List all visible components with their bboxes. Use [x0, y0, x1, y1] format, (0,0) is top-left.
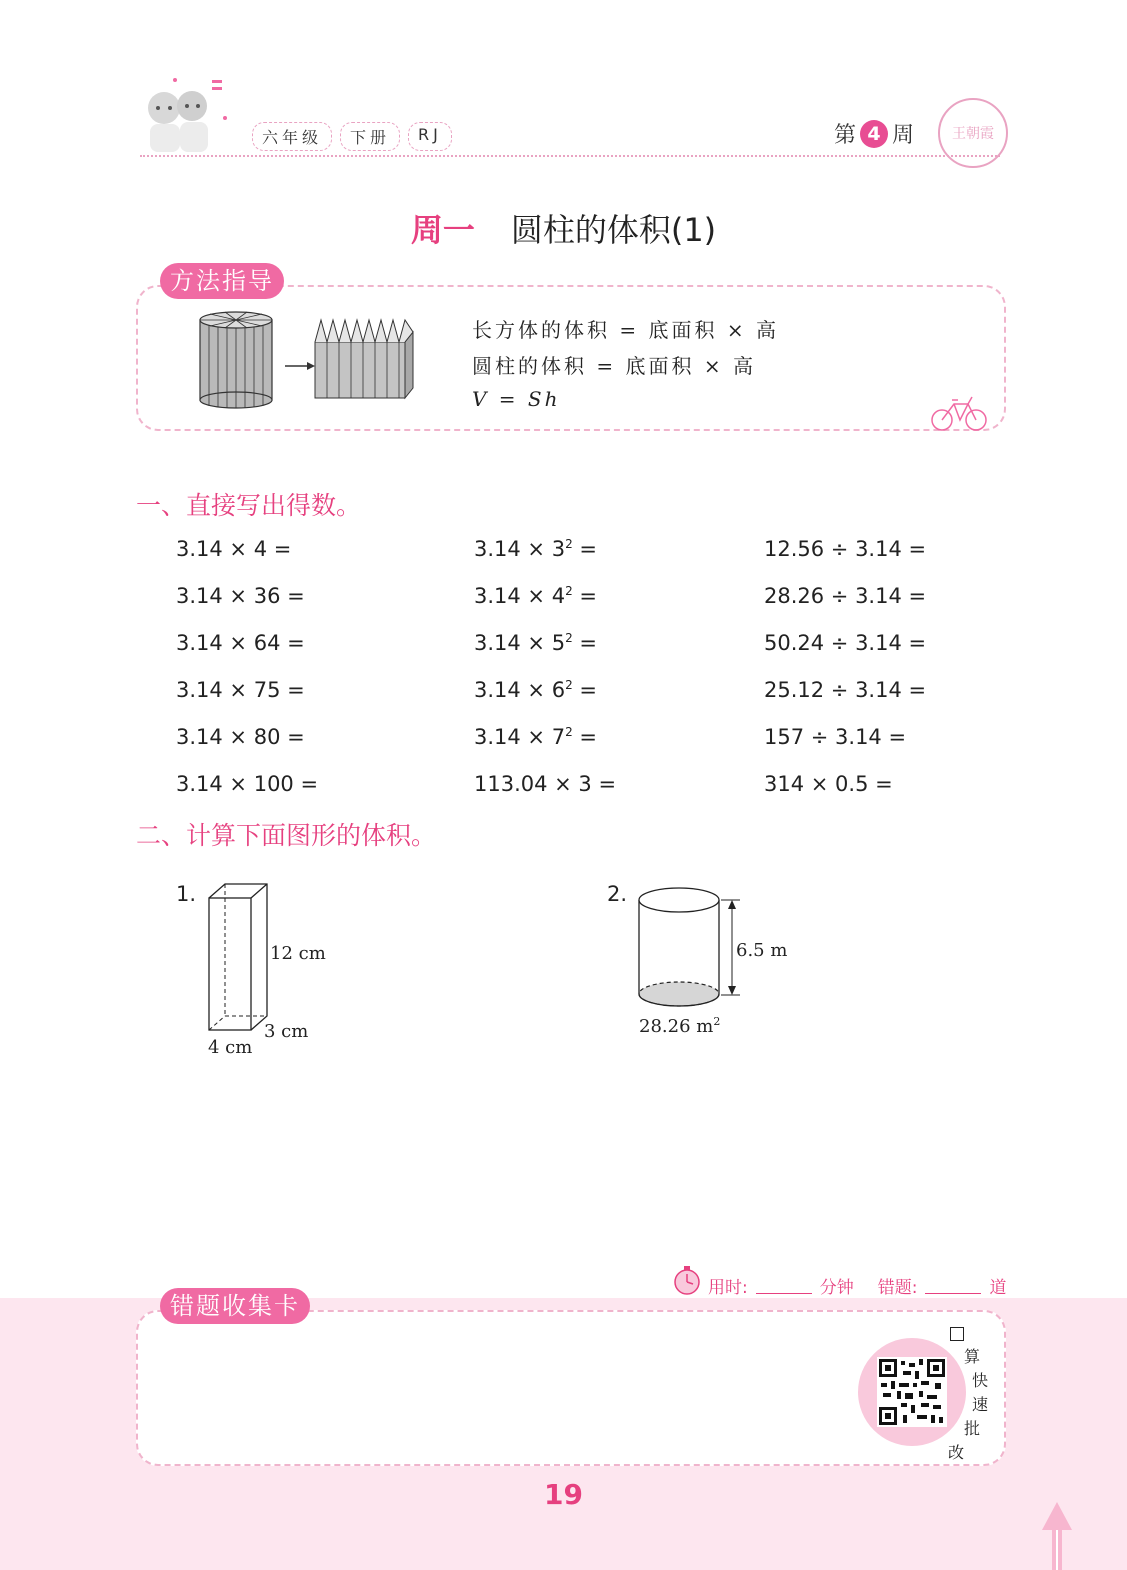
calc-cell-2-5 — [474, 725, 597, 749]
time-blank[interactable] — [756, 1277, 812, 1294]
volume-pill: 下册 — [340, 122, 400, 151]
cuboid-diagram — [205, 880, 275, 1038]
calc-cell-3-6: 314 × 0.5 = — [764, 772, 893, 796]
cylinder-height-label: 6.5 m — [736, 940, 788, 961]
qr-char: 速 — [972, 1395, 989, 1414]
formula-cuboid: 长方体的体积 = 底面积 × 高 — [472, 318, 779, 342]
cuboid-height-label: 12 cm — [270, 943, 326, 964]
page-title — [0, 205, 1127, 251]
calc-cell-3-3: 50.24 ÷ 3.14 = — [764, 631, 927, 655]
time-unit: 分钟 — [819, 1278, 854, 1298]
error-unit: 道 — [989, 1278, 1007, 1298]
exponent: 2 — [565, 537, 573, 551]
error-label: 错题: — [877, 1278, 918, 1298]
calc-cell-3-4: 25.12 ÷ 3.14 = — [764, 678, 927, 702]
exponent: 2 — [565, 584, 573, 598]
sliced-cylinder-icon — [200, 312, 272, 408]
approx-prism-icon — [315, 320, 413, 398]
question2-number: 2. — [607, 882, 628, 906]
week-label — [834, 118, 914, 149]
bicycle-icon — [928, 392, 990, 432]
calc-tail: = — [572, 725, 597, 749]
checkbox-icon — [950, 1327, 964, 1341]
calc-base: 3.14 × 3 — [474, 537, 566, 561]
time-label: 用时: — [708, 1278, 748, 1298]
brand-seal-logo — [938, 98, 1008, 168]
calc-cell-2-4 — [474, 678, 597, 702]
time-error-stats — [708, 1273, 1006, 1298]
calc-cell-3-5: 157 ÷ 3.14 = — [764, 725, 907, 749]
exponent: 2 — [565, 725, 573, 739]
method-tag: 方法指导 — [160, 263, 284, 299]
title-day: 周一 — [410, 211, 475, 249]
title-topic: 圆柱的体积(1) — [510, 211, 717, 249]
header-divider — [140, 155, 1000, 157]
section1-title: 一、直接写出得数。 — [136, 491, 362, 520]
cuboid-width-label: 4 cm — [208, 1037, 253, 1058]
calc-tail: = — [572, 631, 597, 655]
calc-cell-3-2: 28.26 ÷ 3.14 = — [764, 584, 927, 608]
question1-number: 1. — [176, 882, 197, 906]
grade-info — [252, 122, 452, 151]
calc-cell-1-1: 3.14 × 4 = — [176, 537, 292, 561]
formula-vsh: V = Sh — [472, 387, 561, 411]
calc-cell-2-1 — [474, 537, 597, 561]
week-suffix: 周 — [892, 123, 915, 148]
qr-char: 改 — [948, 1443, 965, 1462]
week-number-badge: 4 — [860, 120, 888, 148]
calc-cell-1-5: 3.14 × 80 = — [176, 725, 305, 749]
calc-tail: = — [572, 678, 597, 702]
qr-char: 批 — [964, 1419, 981, 1438]
cylinder-diagram — [636, 885, 746, 1013]
stopwatch-icon — [672, 1264, 702, 1296]
section2-title: 二、计算下面图形的体积。 — [136, 821, 437, 850]
qr-caption — [948, 1325, 988, 1465]
calc-cell-3-1: 12.56 ÷ 3.14 = — [764, 537, 927, 561]
edition-pill: RJ — [408, 122, 452, 151]
calc-cell-1-3: 3.14 × 64 = — [176, 631, 305, 655]
calc-base: 3.14 × 7 — [474, 725, 566, 749]
calc-base: 3.14 × 4 — [474, 584, 566, 608]
calc-tail: = — [572, 584, 597, 608]
week-prefix: 第 — [834, 123, 857, 148]
seal-text: 王朝霞 — [952, 126, 994, 142]
calc-cell-2-2 — [474, 584, 597, 608]
base-area-value: 28.26 m — [639, 1016, 714, 1037]
cylinder-to-prism-diagram — [195, 308, 420, 413]
calc-cell-2-3 — [474, 631, 597, 655]
calc-cell-1-6: 3.14 × 100 = — [176, 772, 319, 796]
cuboid-depth-label: 3 cm — [264, 1021, 309, 1042]
cylinder-base-label — [639, 1015, 720, 1037]
qr-char: 快 — [972, 1371, 989, 1390]
calc-cell-2-6: 113.04 × 3 = — [474, 772, 617, 796]
grade-pill: 六年级 — [252, 122, 332, 151]
page-number: 19 — [544, 1478, 583, 1511]
arrow-right-icon — [285, 362, 315, 370]
error-blank[interactable] — [925, 1277, 981, 1294]
arrow-up-icon — [1040, 1500, 1074, 1570]
calc-base: 3.14 × 6 — [474, 678, 566, 702]
calc-base: 3.14 × 5 — [474, 631, 566, 655]
calc-cell-1-2: 3.14 × 36 = — [176, 584, 305, 608]
calc-cell-1-4: 3.14 × 75 = — [176, 678, 305, 702]
kids-illustration-icon — [140, 78, 235, 158]
base-area-exponent: 2 — [713, 1015, 721, 1028]
qr-char: 算 — [964, 1347, 981, 1366]
exponent: 2 — [565, 678, 573, 692]
formula-cylinder: 圆柱的体积 = 底面积 × 高 — [472, 354, 756, 378]
error-card-tag: 错题收集卡 — [160, 1288, 310, 1324]
calc-tail: = — [572, 537, 597, 561]
exponent: 2 — [565, 631, 573, 645]
qr-code-icon[interactable] — [877, 1357, 947, 1427]
